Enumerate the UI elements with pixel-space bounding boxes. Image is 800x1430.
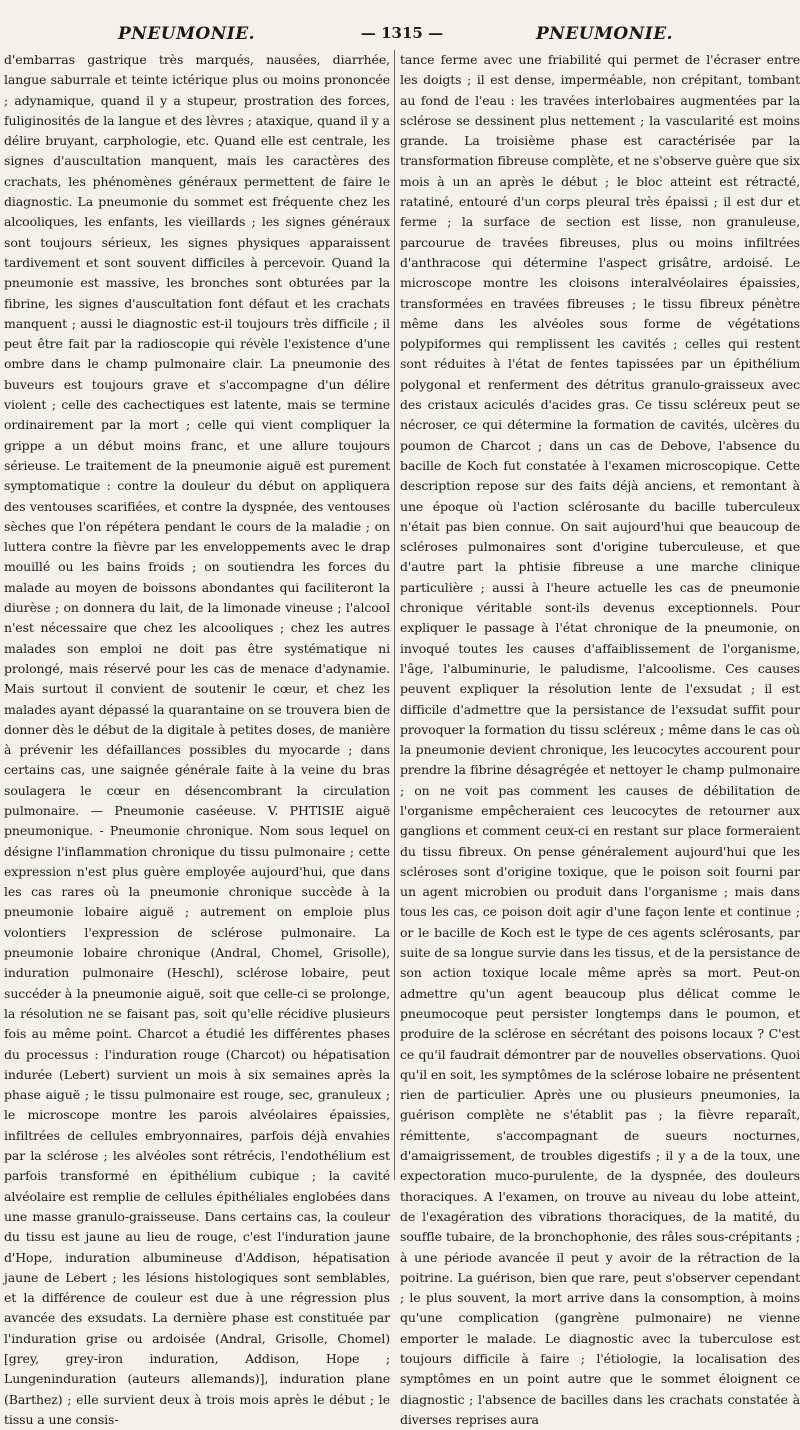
running-header bbox=[0, 18, 800, 54]
left-column bbox=[0, 50, 390, 1427]
header-left-title: PNEUMONIE. bbox=[118, 24, 256, 44]
right-column bbox=[400, 50, 800, 1427]
page-number: — 1315 — bbox=[360, 24, 444, 42]
right-paragraph: tance ferme avec une friabilité qui permet de l'écraser entre les doigts ; il est dense, imperméable, non crépitant, tombant au fond de l'eau : les travées interlobaires augmentées par la sclérose se dessinent plus nettement ; la vascularité est moins grande. La troisième phase est caractérisée par la transformation fibreuse complète, et ne s'observe guère que six mois à un an après le début ; le bloc atteint est rétracté, ratatiné, entouré d'un corps pleural très épaissi ; il est dur et ferme ; la surface de section est lisse, non granuleuse, parcourue de travées fibreuses, plus ou moins infiltrées d'anthracose qui détermine l'aspect grisâtre, ardoisé. Le microscope montre les cloisons interalvéolaires épaissies, transformées en travées fibreuses ; le tissu fibreux pénètre même dans les alvéoles sous forme de végétations polypiformes qui remplissent les cavités ; celles qui restent sont réduites à l'état de fentes tapissées par un épithélium polygonal et renferment des détritus granulo-graisseux avec des cristaux aciculés d'acides gras. Ce tissu scléreux peut se nécroser, ce qui détermine la formation de cavités, ulcères du poumon de Charcot ; dans un cas de Debove, l'absence du bacille de Koch fut constatée à l'examen microscopique. Cette description repose sur des faits déjà anciens, et remontant à une époque où l'action sclérosante du bacille tuberculeux n'était pas bien connue. On sait aujourd'hui que beaucoup de scléroses pulmonaires sont d'origine tuberculeuse, et que d'autre part la phtisie fibreuse a une marche clinique particulière ; aussi à l'heure actuelle les cas de pneumonie chronique véritable sont-ils devenus exceptionnels. Pour expliquer le passage à l'état chronique de la pneumonie, on invoqué toutes les causes d'affaiblissement de l'organisme, l'âge, l'albuminurie, le paludisme, l'alcoolisme. Ces causes peuvent expliquer la résolution lente de l'exsudat ; il est difficile d'admettre que la persistance de l'exsudat suffit pour provoquer la formation du tissu scléreux ; même dans le cas où la pneumonie devient chronique, les leucocytes accourent pour prendre la fibrine désagrégée et nettoyer le champ pulmonaire ; on ne voit pas comment les causes de débilitation de l'organisme empêcheraient ces leucocytes de retourner aux ganglions et comment ceux-ci en restant sur place formeraient du tissu fibreux. On pense généralement aujourd'hui que les scléroses sont d'origine toxique, que le poison soit fourni par un agent microbien ou produit dans l'organisme ; mais dans tous les cas, ce poison doit agir d'une façon lente et continue ; or le bacille de Koch est le type de ces agents sclérosants, par suite de sa longue survie dans les tissus, et de la persistance de son action toxique locale même après sa mort. Peut-on admettre qu'un agent beaucoup plus délicat comme le pneumocoque peut persister longtemps dans le poumon, et produire de la sclérose en sécrétant des poisons locaux ? C'est ce qu'il faudrait démontrer par de nouvelles observations. Quoi qu'il en soit, les symptômes de la sclérose lobaire ne présentent rien de particulier. Après une ou plusieurs pneumonies, la guérison complète ne s'établit pas ; la fièvre reparaît, rémittente, s'accompagnant de sueurs nocturnes, d'amaigrissement, de troubles digestifs ; il y a de la toux, une expectoration muco-purulente, de la dyspnée, des douleurs thoraciques. A l'examen, on trouve au niveau du lobe atteint, de l'exagération des vibrations thoraciques, de la matité, du souffle tubaire, de la bronchophonie, des râles sous-crépitants ; à une période avancée il peut y avoir de la rétraction de la poitrine. La guérison, bien que rare, peut s'observer cependant ; le plus souvent, la mort arrive dans la consomption, à moins qu'une complication (gangrène pulmonaire) ne vienne emporter le malade. Le diagnostic avec la tuberculose est toujours difficile à faire ; l'étiologie, la localisation des symptômes en un point autre que le sommet éloignent ce diagnostic ; l'absence de bacilles dans les crachats constatée à diverses reprises aura bbox=[400, 52, 800, 1427]
header-right-title: PNEUMONIE. bbox=[536, 24, 674, 44]
column-divider bbox=[394, 50, 395, 1180]
text-columns bbox=[0, 50, 800, 1427]
left-paragraph: d'embarras gastrique très marqués, nausées, diarrhée, langue saburrale et teinte ictérique plus ou moins prononcée ; adynamique, quand il y a stupeur, prostration des forces, fuliginosités de la langue et des lèvres ; ataxique, quand il y a délire bruyant, carphologie, etc. Quand elle est centrale, les signes d'auscultation manquent, mais les caractères des crachats, les phénomènes généraux permettent de faire le diagnostic. La pneumonie du sommet est fréquente chez les alcooliques, les enfants, les vieillards ; les signes généraux sont toujours sérieux, les signes physiques apparaissent tardivement et sont souvent difficiles à percevoir. Quand la pneumonie est massive, les bronches sont obturées par la fibrine, les signes d'auscultation font défaut et les crachats manquent ; aussi le diagnostic est-il toujours très difficile ; il peut être fait par la radioscopie qui révèle l'existence d'une ombre dans le champ pulmonaire clair. La pneumonie des buveurs est toujours grave et s'accompagne d'un délire violent ; celle des cachectiques est latente, mais se termine ordinairement par la mort ; celle qui vient compliquer la grippe a un début moins franc, et une allure toujours sérieuse. Le traitement de la pneumonie aiguë est purement symptomatique : contre la douleur du début on appliquera des ventouses scarifiées, et contre la dyspnée, des ventouses sèches que l'on répétera pendant le cours de la maladie ; on luttera contre la fièvre par les enveloppements avec le drap mouillé ou les bains froids ; on soutiendra les forces du malade au moyen de boissons abondantes qui faciliteront la diurèse ; on donnera du lait, de la limonade vineuse ; l'alcool n'est nécessaire que chez les alcooliques ; chez les autres malades son emploi ne doit pas être systématique ni prolongé, mais réservé pour les cas de menace d'adynamie. Mais surtout il convient de soutenir le cœur, et chez les malades ayant dépassé la quarantaine on se trouvera bien de donner dès le début de la digitale à petites doses, de manière à prévenir les défaillances possibles du myocarde ; dans certains cas, une saignée générale faite à la veine du bras soulagera le cœur en désencombrant la circulation pulmonaire. — Pneumonie caséeuse. V. PHTISIE aiguë pneumonique. - Pneumonie chronique. Nom sous lequel on désigne l'inflammation chronique du tissu pulmonaire ; cette expression n'est plus guère employée aujourd'hui, que dans les cas rares où la pneumonie chronique succède à la pneumonie lobaire aiguë ; autrement on emploie plus volontiers l'expression de sclérose pulmonaire. La pneumonie lobaire chronique (Andral, Chomel, Grisolle), induration pulmonaire (Heschl), sclérose lobaire, peut succéder à la pneumonie aiguë, soit que celle-ci se prolonge, la résolution ne se faisant pas, soit qu'elle récidive plusieurs fois au même point. Charcot a étudié les différentes phases du processus : l'induration rouge (Charcot) ou hépatisation indurée (Lebert) survient un mois à six semaines après la phase aiguë ; le tissu pulmonaire est rouge, sec, granuleux ; le microscope montre les parois alvéolaires épaissies, infiltrées de cellules embryonnaires, parfois déjà envahies par la sclérose ; les alvéoles sont rétrécis, l'endothélium est parfois transformé en épithélium cubique ; la cavité alvéolaire est remplie de cellules épithéliales englobées dans une masse granulo-graisseuse. Dans certains cas, la couleur du tissu est jaune au lieu de rouge, c'est l'induration jaune d'Hope, induration albumineuse d'Addison, hépatisation jaune de Lebert ; les lésions histologiques sont semblables, et la différence de couleur est due à une régression plus avancée des exsudats. La dernière phase est constituée par l'induration grise ou ardoisée (Andral, Grisolle, Chomel) [grey, grey-iron induration, Addison, Hope ; Lungeninduration (auteurs allemands)], induration plane (Barthez) ; elle survient deux à trois mois après le début ; le tissu a une consis- bbox=[4, 52, 390, 1427]
